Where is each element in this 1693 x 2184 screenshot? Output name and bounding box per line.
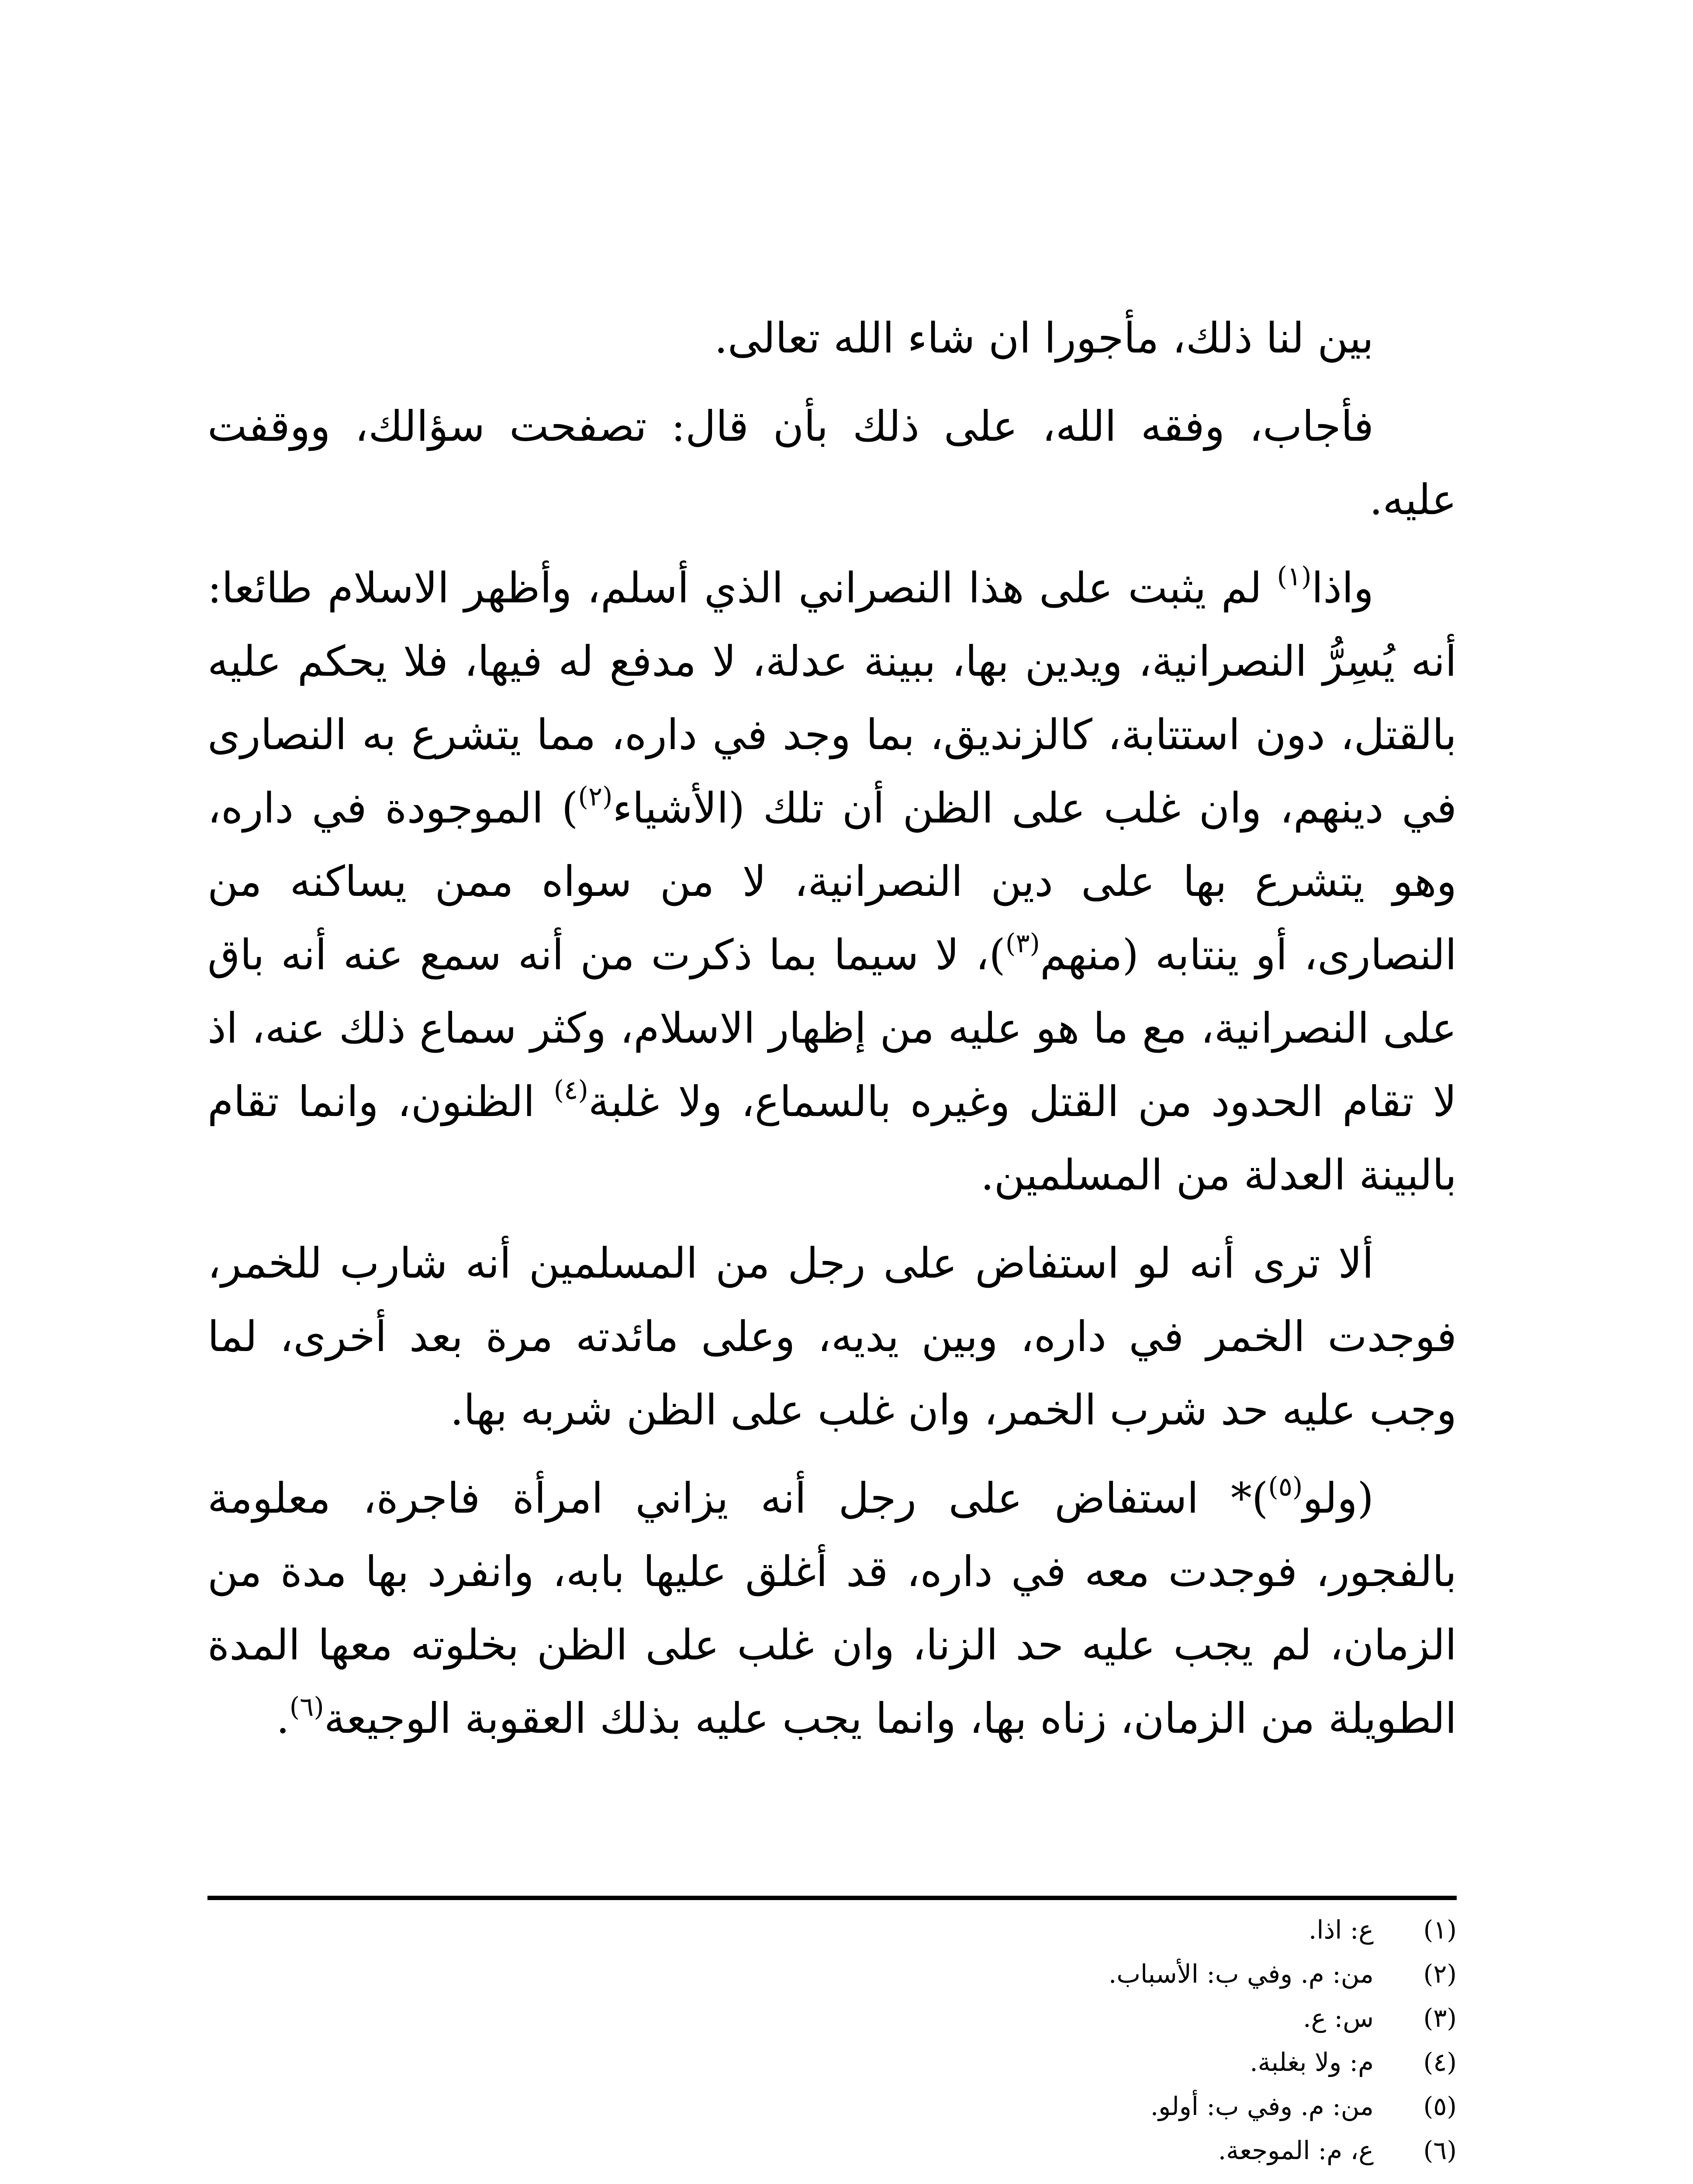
footnotes: [207, 1908, 1457, 2173]
body-text: [207, 301, 1457, 1770]
footnote-text: م: ولا بغلبة.: [1250, 2047, 1374, 2077]
footnote: [207, 2129, 1457, 2173]
paragraph-text: ألا ترى أنه لو استفاض على رجل من المسلمين أنه شارب للخمر، فوجدت الخمر في داره، وبين يديه، وعلى مائدته مرة بعد أخرى، لما وجب عليه حد شرب الخمر، وان غلب على الظن شربه بها.: [207, 1239, 1457, 1434]
paragraph-text: .: [276, 1694, 290, 1743]
paragraph: [207, 390, 1457, 536]
footnote-marker: (١): [1277, 561, 1312, 592]
footnote: [207, 1908, 1457, 1952]
footnote-separator: [207, 1896, 1457, 1900]
paragraph-text: لم يثبت على هذا النصراني الذي أسلم، وأظهر الاسلام طائعا: أنه يُسِرُّ النصرانية، ويدين بها، ببينة عدلة، لا مدفع له فيها، فلا يحكم عليه بالقتل، دون استتابة، كالزنديق، بما وجد في داره، مما يتشرع به النصارى في دينهم، وان غلب على الظن أن تلك (الأشياء: [207, 563, 1457, 833]
footnote: [207, 1996, 1457, 2040]
paragraph-text: ) الموجودة في داره، وهو يتشرع بها على دين النصرانية، لا من سواه ممن يساكنه من النصارى، أو ينتابه (منهم: [207, 784, 1457, 979]
footnote-number: (٦): [1423, 2136, 1457, 2165]
footnote-text: ع، م: الموجعة.: [1218, 2136, 1374, 2165]
footnote: [207, 1952, 1457, 1996]
paragraph: [207, 1462, 1457, 1755]
footnote: [207, 2040, 1457, 2084]
paragraph-text: فأجاب، وفقه الله، على ذلك بأن قال: تصفحت سؤالك، ووقفت عليه.: [207, 402, 1457, 524]
footnote-marker: (٢): [578, 781, 613, 812]
paragraph-text: (ولو: [1303, 1474, 1374, 1523]
paragraph-text: بين لنا ذلك، مأجورا ان شاء الله تعالى.: [714, 314, 1374, 363]
footnote-marker: (٣): [1005, 928, 1040, 959]
footnote-number: (٢): [1423, 1959, 1457, 1989]
footnote-marker: (٥): [1268, 1472, 1303, 1502]
footnote-text: من: م. وفي ب: أولو.: [1150, 2091, 1374, 2121]
footnote-text: س: ع.: [1303, 2003, 1374, 2033]
footnote-number: (٥): [1423, 2091, 1457, 2121]
footnote-number: (١): [1423, 1915, 1457, 1945]
paragraph-text: )* استفاض على رجل أنه يزاني امرأة فاجرة، معلومة بالفجور، فوجدت معه في داره، قد أغلق عليها بابه، وانفرد بها مدة من الزمان، لم يجب عليه حد الزنا، وان غلب على الظن بخلوته معها المدة الطويلة من الزمان، زناه بها، وانما يجب عليه بذلك العقوبة الوجيعة: [207, 1474, 1457, 1743]
footnote-text: ع: اذا.: [1308, 1915, 1374, 1945]
paragraph: [207, 551, 1457, 1212]
footnote: [207, 2084, 1457, 2129]
footnote-number: (٤): [1423, 2047, 1457, 2077]
footnote-number: (٣): [1423, 2003, 1457, 2033]
paragraph: [207, 301, 1457, 375]
footnote-text: من: م. وفي ب: الأسباب.: [1108, 1959, 1374, 1989]
paragraph: [207, 1227, 1457, 1447]
paragraph-text: الظنون، وانما تقام بالبينة العدلة من المسلمين.: [207, 1077, 1457, 1199]
footnote-marker: (٦): [289, 1692, 324, 1722]
footnote-marker: (٤): [553, 1075, 588, 1106]
paragraph-text: واذا: [1311, 563, 1374, 612]
paragraph-text: )، لا سيما بما ذكرت من أنه سمع عنه أنه باق على النصرانية، مع ما هو عليه من إظهار الاسلام، وكثر سماع ذلك عنه، اذ لا تقام الحدود من القتل وغيره بالسماع، ولا غلبة: [207, 930, 1457, 1126]
